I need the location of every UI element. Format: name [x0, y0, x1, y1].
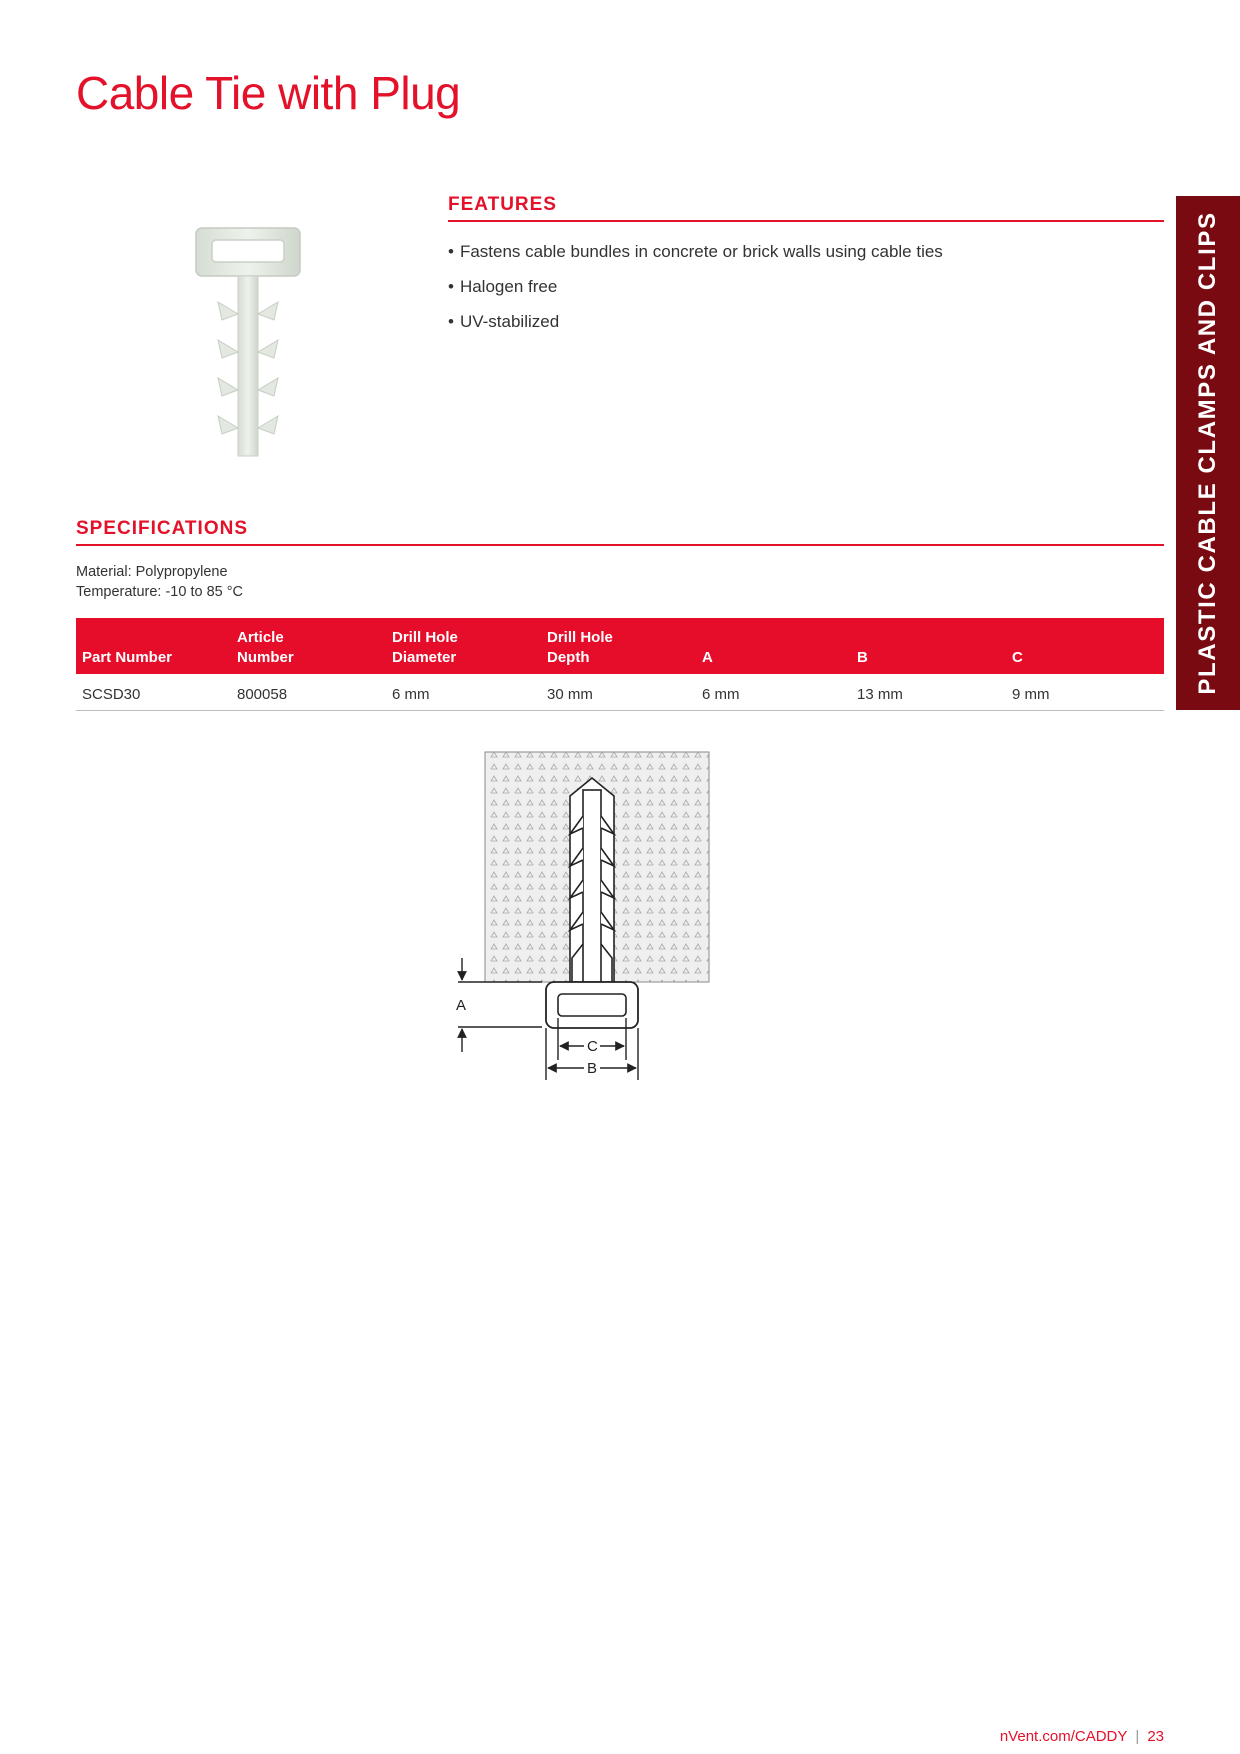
features-list — [448, 234, 1164, 339]
table-row — [76, 674, 1164, 710]
specifications-section — [76, 518, 1164, 602]
product-photo — [190, 222, 310, 462]
footer-separator: | — [1135, 1728, 1140, 1745]
material-text: Material: Polypropylene — [76, 564, 228, 580]
table-cell: 6 mm — [386, 674, 541, 710]
column-header: C — [1012, 649, 1023, 666]
table-cell: 9 mm — [1006, 674, 1164, 710]
plug-head — [546, 982, 638, 1028]
feature-item: • UV-stabilized — [448, 304, 1164, 339]
column-header: Article Number — [237, 629, 294, 666]
section-tab-label: PLASTIC CABLE CLAMPS AND CLIPS — [1194, 211, 1221, 695]
table-cell: 6 mm — [696, 674, 851, 710]
section-tab — [1176, 196, 1240, 710]
column-header: A — [702, 649, 713, 666]
specification-details — [76, 562, 1164, 602]
dimension-diagram — [440, 748, 720, 1084]
column-header: Drill Hole Depth — [547, 629, 613, 666]
feature-item: • Halogen free — [448, 269, 1164, 304]
footer — [1000, 1728, 1164, 1745]
column-header: Drill Hole Diameter — [392, 629, 458, 666]
features-section — [448, 194, 1164, 339]
footer-url[interactable]: nVent.com/CADDY — [999, 1728, 1128, 1745]
column-header: Part Number — [82, 649, 173, 666]
table-cell: 800058 — [231, 674, 386, 710]
specifications-heading: SPECIFICATIONS — [76, 518, 1164, 546]
dimension-label-a: A — [456, 997, 467, 1014]
feature-item: • Fastens cable bundles in concrete or brick walls using cable ties — [448, 234, 1164, 269]
table-cell: 13 mm — [851, 674, 1006, 710]
table-header-row — [76, 618, 1164, 674]
dimension-label-b: B — [587, 1060, 598, 1077]
specification-table — [76, 618, 1164, 711]
table-cell: 30 mm — [541, 674, 696, 710]
temperature-text: Temperature: -10 to 85 °C — [76, 584, 243, 600]
page-number: 23 — [1147, 1728, 1164, 1745]
features-heading: FEATURES — [448, 194, 1164, 222]
page-title: Cable Tie with Plug — [76, 67, 461, 119]
dimension-label-c: C — [587, 1038, 598, 1055]
column-header: B — [857, 649, 868, 666]
table-cell: SCSD30 — [76, 674, 231, 710]
